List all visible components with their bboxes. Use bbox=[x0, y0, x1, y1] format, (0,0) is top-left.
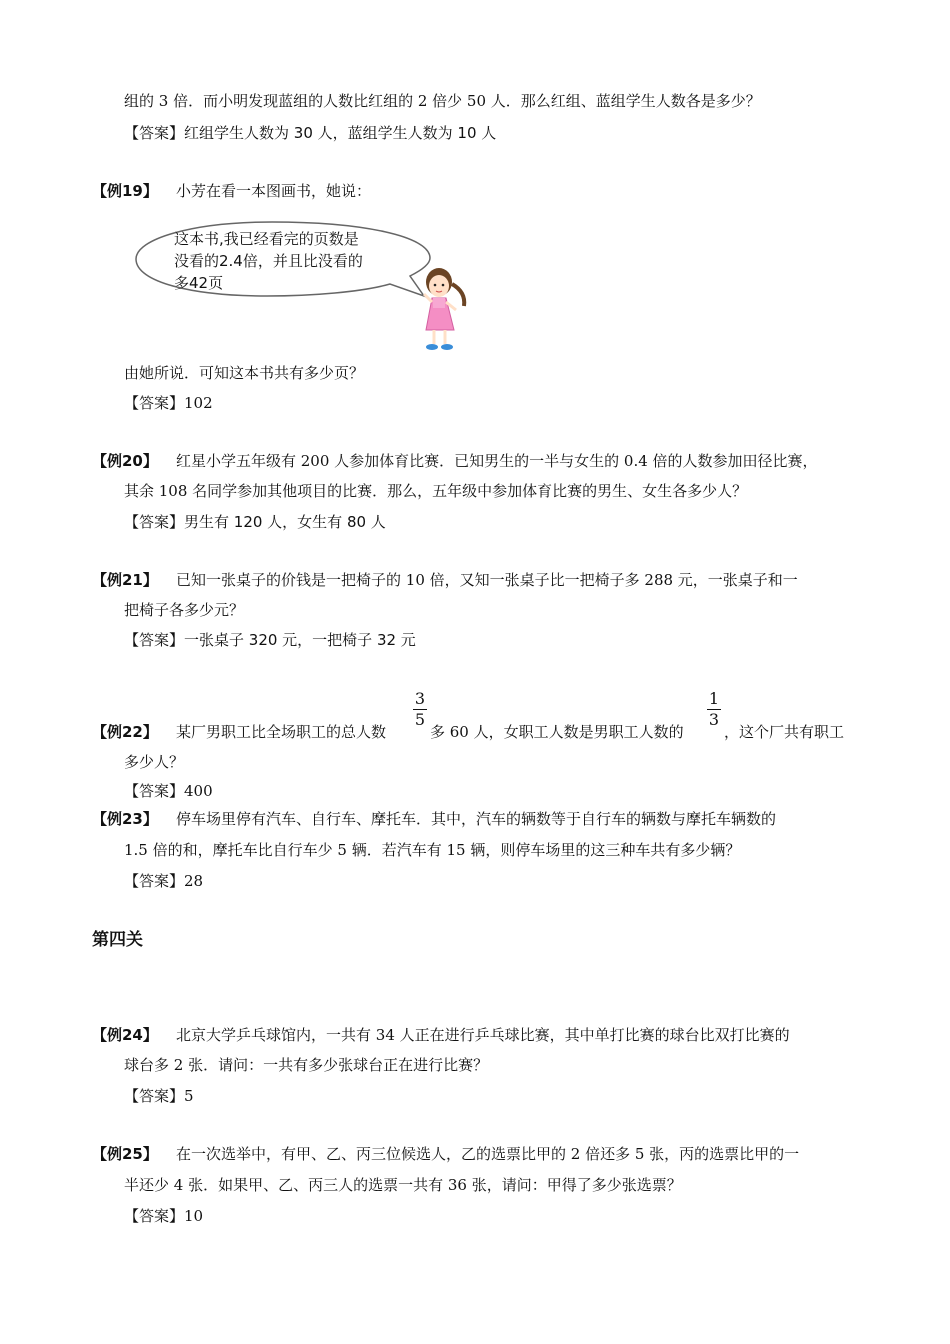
answer-label: 【答案】 bbox=[124, 1087, 185, 1105]
problem-text: 由她所说．可知这本书共有多少页？ bbox=[124, 364, 365, 382]
answer-value: 102 bbox=[184, 394, 213, 412]
example-label: 【例21】 bbox=[92, 571, 158, 589]
answer-value: 400 bbox=[184, 782, 213, 800]
answer-value: 红组学生人数为 30 人，蓝组学生人数为 10 人 bbox=[184, 124, 497, 142]
answer-label: 【答案】 bbox=[124, 631, 185, 649]
answer-value: 28 bbox=[184, 872, 204, 890]
answer-line bbox=[124, 630, 416, 650]
problem-text: 其余 108 名同学参加其他项目的比赛．那么，五年级中参加体育比赛的男生、女生各多少人？ bbox=[124, 482, 748, 500]
answer-line bbox=[124, 1206, 203, 1226]
section-heading: 第四关 bbox=[92, 930, 143, 950]
fraction bbox=[707, 690, 721, 729]
problem-text: ，这个厂共有职工 bbox=[724, 723, 845, 741]
answer-value: 一张桌子 320 元，一把椅子 32 元 bbox=[184, 631, 416, 649]
bubble-line: 多42页 bbox=[174, 274, 224, 292]
example-label: 【例23】 bbox=[92, 810, 158, 828]
problem-text: 在一次选举中，有甲、乙、丙三位候选人，乙的选票比甲的 2 倍还多 5 张，丙的选票比甲的一 bbox=[176, 1145, 800, 1163]
answer-label: 【答案】 bbox=[124, 513, 185, 531]
speech-illustration bbox=[132, 214, 477, 359]
answer-value: 5 bbox=[184, 1087, 194, 1105]
fraction-numerator: 1 bbox=[708, 689, 720, 708]
problem-text: 半还少 4 张．如果甲、乙、丙三人的选票一共有 36 张，请问：甲得了多少张选票？ bbox=[124, 1176, 682, 1194]
example-label: 【例20】 bbox=[92, 452, 158, 470]
girl-icon bbox=[424, 268, 464, 350]
example-label: 【例19】 bbox=[92, 182, 158, 200]
problem-text: 某厂男职工比全场职工的总人数 bbox=[176, 723, 387, 741]
answer-label: 【答案】 bbox=[124, 782, 185, 800]
answer-value: 男生有 120 人，女生有 80 人 bbox=[184, 513, 386, 531]
problem-text: 停车场里停有汽车、自行车、摩托车．其中，汽车的辆数等于自行车的辆数与摩托车辆数的 bbox=[176, 810, 777, 828]
problem-text: 已知一张桌子的价钱是一把椅子的 10 倍，又知一张桌子比一把椅子多 288 元，一张桌子和一 bbox=[176, 571, 798, 589]
answer-label: 【答案】 bbox=[124, 872, 185, 890]
fraction-numerator: 3 bbox=[414, 689, 426, 708]
answer-line bbox=[124, 512, 386, 532]
problem-text: 北京大学乒乓球馆内，一共有 34 人正在进行乒乓球比赛，其中单打比赛的球台比双打比赛的 bbox=[176, 1026, 790, 1044]
answer-label: 【答案】 bbox=[124, 124, 185, 142]
example-label: 【例24】 bbox=[92, 1026, 158, 1044]
answer-label: 【答案】 bbox=[124, 394, 185, 412]
bubble-line: 这本书,我已经看完的页数是 bbox=[174, 230, 359, 248]
problem-text: 把椅子各多少元？ bbox=[124, 601, 245, 619]
problem-text: 红星小学五年级有 200 人参加体育比赛．已知男生的一半与女生的 0.4 倍的人数参加田径比赛， bbox=[176, 452, 818, 470]
answer-label: 【答案】 bbox=[124, 1207, 185, 1225]
problem-text: 多少人？ bbox=[124, 753, 185, 771]
example-label: 【例22】 bbox=[92, 723, 158, 741]
example-label: 【例25】 bbox=[92, 1145, 158, 1163]
problem-text: 1.5 倍的和，摩托车比自行车少 5 辆．若汽车有 15 辆，则停车场里的这三种车共有多少辆？ bbox=[124, 841, 741, 859]
answer-line bbox=[124, 781, 213, 801]
problem-text: 球台多 2 张．请问：一共有多少张球台正在进行比赛？ bbox=[124, 1056, 489, 1074]
fraction bbox=[413, 690, 427, 729]
answer-value: 10 bbox=[184, 1207, 204, 1225]
problem-text: 多 60 人，女职工人数是男职工人数的 bbox=[430, 723, 684, 741]
problem-text: 组的 3 倍．而小明发现蓝组的人数比红组的 2 倍少 50 人．那么红组、蓝组学生人数各是多少？ bbox=[124, 92, 761, 110]
fraction-denominator: 5 bbox=[414, 710, 426, 729]
answer-line bbox=[124, 123, 496, 143]
problem-text: 小芳在看一本图画书，她说： bbox=[176, 182, 372, 200]
answer-line bbox=[124, 393, 213, 413]
bubble-line: 没看的2.4倍，并且比没看的 bbox=[174, 252, 363, 270]
fraction-denominator: 3 bbox=[708, 710, 720, 729]
answer-line bbox=[124, 871, 203, 891]
answer-line bbox=[124, 1086, 194, 1106]
